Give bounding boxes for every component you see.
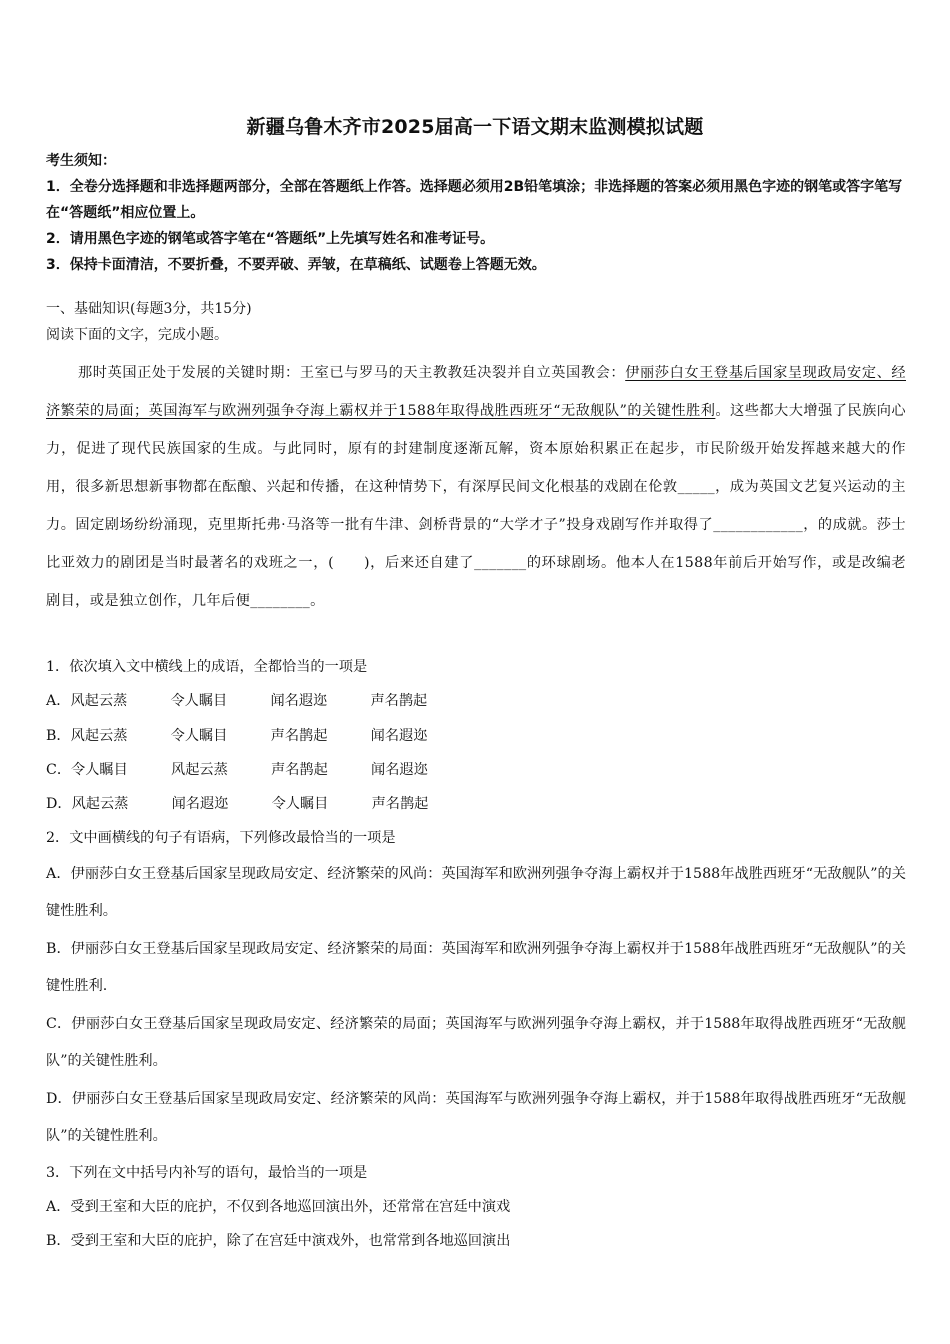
option-item: 闻名遐迩 (171, 796, 229, 813)
question-stem: 3．下列在文中括号内补写的语句，最恰当的一项是 (46, 1164, 368, 1181)
reading-passage (46, 354, 906, 620)
question-list (46, 650, 906, 1259)
option-row (46, 719, 906, 753)
notice-item: 1．全卷分选择题和非选择题两部分，全部在答题纸上作答。选择题必须用2B铅笔填涂；非选择题的答案必须用黑色字迹的钢笔或答字笔写在“答题纸”相应位置上。 (46, 179, 903, 221)
option-text: B．伊丽莎白女王登基后国家呈现政局安定、经济繁荣的局面：英国海军和欧洲列强争夺海上霸权并于1588年战胜西班牙“无敌舰队”的关键性胜利. (46, 940, 906, 995)
option-row (46, 787, 906, 821)
option-item: 风起云蒸 (171, 761, 228, 778)
option-label: B． (46, 727, 71, 744)
candidate-notice (46, 148, 906, 278)
option-item: 闻名遐迩 (270, 693, 328, 710)
option-item: 令人瞩目 (71, 761, 128, 778)
option-item: 声名鹊起 (371, 796, 429, 813)
option-text: C．伊丽莎白女王登基后国家呈现政局安定、经济繁荣的局面；英国海军与欧洲列强争夺海上霸权，并于1588年取得战胜西班牙“无敌舰队”的关键性胜利。 (46, 1015, 906, 1070)
option-label: A． (46, 693, 71, 710)
notice-item: 2．请用黑色字迹的钢笔或答字笔在“答题纸”上先填写姓名和准考证号。 (46, 231, 495, 247)
exam-title: 新疆乌鲁木齐市2025届高一下语文期末监测模拟试题 (246, 116, 704, 138)
underlined-sentence: 伊丽莎白女王登基后国家呈现政局安定、经济繁荣的局面；英国海军与欧洲列强争夺海上霸权并于1588年取得战胜西班牙“无敌舰队”的关键性胜利 (46, 365, 906, 419)
option-item: 声名鹊起 (271, 761, 328, 778)
reading-instruction: 阅读下面的文字，完成小题。 (46, 327, 228, 343)
notice-heading: 考生须知： (46, 153, 116, 169)
option-label: C． (46, 761, 72, 778)
option-row (46, 753, 906, 787)
option-text: A．伊丽莎白女王登基后国家呈现政局安定、经济繁荣的风尚：英国海军和欧洲列强争夺海上霸权并于1588年战胜西班牙“无敌舰队”的关键性胜利。 (46, 865, 906, 920)
section-basic-knowledge (46, 296, 906, 348)
option-item: 风起云蒸 (70, 693, 128, 710)
option-item: 声名鹊起 (370, 693, 428, 710)
option-item: 闻名遐迩 (371, 761, 428, 778)
section-heading: 一、基础知识(每题3分，共15分) (46, 301, 252, 317)
option-text: A．受到王室和大臣的庇护，不仅到各地巡回演出外，还常常在宫廷中演戏 (46, 1199, 511, 1216)
option-text: B．受到王室和大臣的庇护，除了在宫廷中演戏外，也常常到各地巡回演出 (46, 1233, 511, 1250)
option-item: 风起云蒸 (71, 796, 129, 813)
option-item: 声名鹊起 (270, 727, 328, 744)
option-item: 令人瞩目 (271, 796, 329, 813)
passage-text: 。这些都大大增强了民族向心力，促进了现代民族国家的生成。与此同时，原有的封建制度逐渐瓦解，资本原始积累正在起步，市民阶级开始发挥越来越大的作用，很多新思想新事物都在酝酿、兴起和传播，在这种情势下，有深厚民间文化根基的戏剧在伦敦_____，成为英国文艺复兴运动的主力。固定剧场纷纷涌现，克里斯托弗·马洛等一批有牛津、剑桥背景的“大学才子”投身戏剧写作并取得了____________，的成就。莎士比亚效力的剧团是当时最著名的戏班之一，( )，后来还自建了_______的环球剧场。他本人在1588年前后开始写作，或是改编老剧目，或是独立创作，几年后便________。 (46, 403, 906, 609)
option-item: 风起云蒸 (70, 727, 128, 744)
option-item: 令人瞩目 (170, 727, 228, 744)
passage-text: 那时英国正处于发展的关键时期：王室已与罗马的天主教教廷决裂并自立英国教会： (78, 365, 626, 381)
option-text: D．伊丽莎白女王登基后国家呈现政局安定、经济繁荣的风尚：英国海军与欧洲列强争夺海上霸权，并于1588年取得战胜西班牙“无敌舰队”的关键性胜利。 (46, 1090, 906, 1145)
question-stem: 2．文中画横线的句子有语病，下列修改最恰当的一项是 (46, 830, 396, 847)
option-label: D． (46, 796, 72, 813)
option-item: 闻名遐迩 (370, 727, 428, 744)
option-item: 令人瞩目 (170, 693, 228, 710)
option-row (46, 684, 906, 718)
question-stem: 1．依次填入文中横线上的成语，全都恰当的一项是 (46, 659, 368, 675)
notice-item: 3．保持卡面清洁，不要折叠，不要弄破、弄皱，在草稿纸、试题卷上答题无效。 (46, 257, 546, 273)
